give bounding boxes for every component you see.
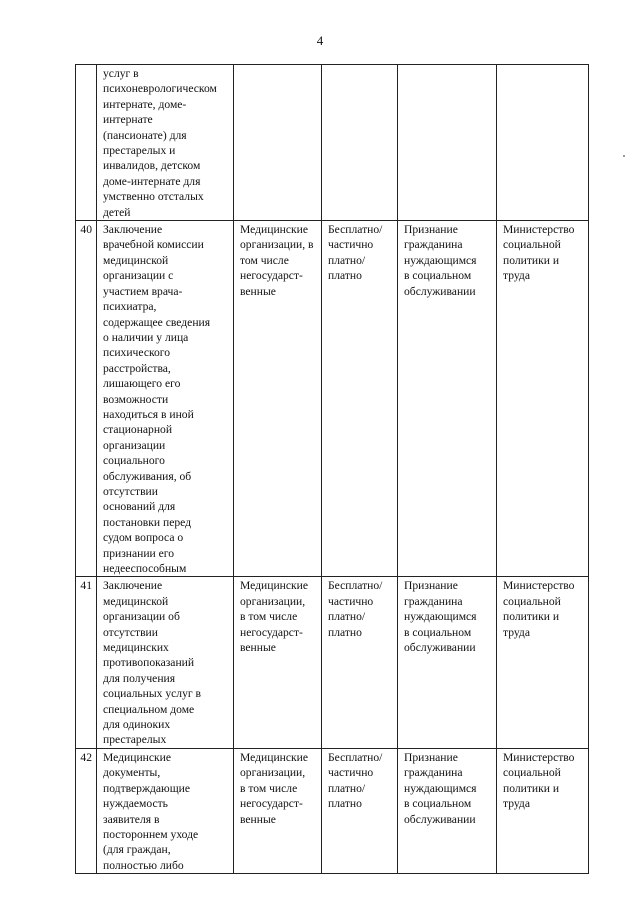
document-name-line: постановки перед bbox=[103, 515, 192, 529]
responsible-ministry-line: Министерство bbox=[503, 579, 575, 593]
service-name-cell bbox=[398, 748, 497, 873]
responsible-ministry-cell bbox=[497, 577, 589, 748]
document-name-line: Заключение bbox=[103, 579, 163, 593]
scan-speck bbox=[623, 155, 625, 157]
issuing-organizations-line: негосударст- bbox=[240, 625, 303, 639]
document-name-line: отсутствии bbox=[103, 484, 158, 498]
document-name-line: интернате bbox=[103, 113, 153, 127]
payment-terms-cell bbox=[322, 748, 398, 873]
document-name-line: возможности bbox=[103, 392, 169, 406]
issuing-organizations-line: венные bbox=[240, 284, 276, 298]
page-number: 4 bbox=[316, 33, 324, 48]
service-name-line: гражданина bbox=[404, 766, 463, 780]
service-name-cell bbox=[398, 65, 497, 221]
document-name-line: медицинской bbox=[103, 253, 169, 267]
payment-terms-line: частично bbox=[328, 238, 374, 252]
payment-terms-line: платно/ bbox=[328, 610, 366, 624]
document-name-line: доме-интернате для bbox=[103, 174, 201, 188]
service-name-line: обслуживании bbox=[404, 812, 476, 826]
payment-terms-line: платно/ bbox=[328, 253, 366, 267]
payment-terms-line: платно bbox=[328, 797, 362, 811]
responsible-ministry-cell bbox=[497, 748, 589, 873]
document-name-line: психиатра, bbox=[103, 300, 157, 314]
service-name-line: нуждающимся bbox=[404, 610, 477, 624]
document-name-line: участием врача- bbox=[103, 284, 183, 298]
issuing-organizations-line: венные bbox=[240, 641, 276, 655]
document-name-line: психоневрологическом bbox=[103, 82, 217, 96]
documents-table bbox=[75, 64, 589, 874]
document-name-line: интернате, доме- bbox=[103, 97, 187, 111]
service-name-line: нуждающимся bbox=[404, 253, 477, 267]
document-name-line: организации с bbox=[103, 269, 174, 283]
payment-terms-line: платно bbox=[328, 269, 362, 283]
payment-terms-line: Бесплатно/ bbox=[328, 223, 383, 237]
service-name-cell bbox=[398, 577, 497, 748]
document-name-line: судом вопроса о bbox=[103, 531, 184, 545]
issuing-organizations-line: организации, bbox=[240, 594, 306, 608]
row-number-cell: 41 bbox=[76, 577, 97, 748]
document-name-line: нуждаемость bbox=[103, 797, 168, 811]
payment-terms-cell bbox=[322, 221, 398, 577]
document-name-line: подтверждающие bbox=[103, 781, 190, 795]
document-name-line: находиться в иной bbox=[103, 407, 194, 421]
document-name-line: лишающего его bbox=[103, 377, 181, 391]
responsible-ministry-line: политики и bbox=[503, 781, 560, 795]
issuing-organizations-line: в том числе bbox=[240, 781, 298, 795]
service-name-line: нуждающимся bbox=[404, 781, 477, 795]
payment-terms-cell bbox=[322, 65, 398, 221]
document-name-line: для получения bbox=[103, 671, 176, 685]
document-name-line: социального bbox=[103, 454, 165, 468]
document-name-line: для одиноких bbox=[103, 718, 171, 732]
payment-terms-line: частично bbox=[328, 766, 374, 780]
issuing-organizations-line: негосударст- bbox=[240, 797, 303, 811]
document-name-line: (пансионате) для bbox=[103, 128, 187, 142]
document-name-cell bbox=[97, 65, 234, 221]
document-name-line: содержащее сведения bbox=[103, 315, 211, 329]
table-row bbox=[76, 748, 589, 873]
issuing-organizations-line: Медицинские bbox=[240, 223, 308, 237]
issuing-organizations-line: том числе bbox=[240, 253, 289, 267]
document-name-line: стационарной bbox=[103, 423, 173, 437]
document-name-line: врачебной комиссии bbox=[103, 238, 204, 252]
document-name-line: социальных услуг в bbox=[103, 687, 202, 701]
table-row bbox=[76, 577, 589, 748]
issuing-organizations-line: организации, bbox=[240, 766, 306, 780]
document-name-line: медицинской bbox=[103, 594, 169, 608]
responsible-ministry-line: Министерство bbox=[503, 750, 575, 764]
issuing-organizations-line: Медицинские bbox=[240, 579, 308, 593]
document-name-line: умственно отсталых bbox=[103, 190, 204, 204]
payment-terms-line: платно/ bbox=[328, 781, 366, 795]
document-name-line: организации об bbox=[103, 610, 180, 624]
document-name-line: расстройства, bbox=[103, 361, 171, 375]
issuing-organizations-line: организации, в bbox=[240, 238, 314, 252]
service-name-cell bbox=[398, 221, 497, 577]
document-name-cell bbox=[97, 748, 234, 873]
document-name-line: обслуживания, об bbox=[103, 469, 192, 483]
service-name-line: в социальном bbox=[404, 797, 472, 811]
document-name-line: психического bbox=[103, 346, 171, 360]
issuing-organizations-line: венные bbox=[240, 812, 276, 826]
responsible-ministry-line: труда bbox=[503, 797, 530, 811]
document-name-line: (для граждан, bbox=[103, 843, 171, 857]
issuing-organizations-cell bbox=[234, 221, 322, 577]
document-name-line: инвалидов, детском bbox=[103, 159, 201, 173]
service-name-line: гражданина bbox=[404, 238, 463, 252]
payment-terms-line: Бесплатно/ bbox=[328, 579, 383, 593]
responsible-ministry-line: труда bbox=[503, 625, 530, 639]
document-name-line: оснований для bbox=[103, 500, 176, 514]
row-number-cell: 42 bbox=[76, 748, 97, 873]
document-name-line: отсутствии bbox=[103, 625, 158, 639]
row-number-cell: 40 bbox=[76, 221, 97, 577]
document-name-line: заявителя в bbox=[103, 812, 160, 826]
row-number-cell bbox=[76, 65, 97, 221]
responsible-ministry-line: социальной bbox=[503, 766, 561, 780]
document-name-line: услуг в bbox=[103, 67, 139, 80]
document-name-line: престарелых и bbox=[103, 144, 176, 158]
responsible-ministry-cell bbox=[497, 221, 589, 577]
service-name-line: обслуживании bbox=[404, 641, 476, 655]
document-name-line: признании его bbox=[103, 546, 175, 560]
document-name-line: медицинских bbox=[103, 641, 169, 655]
service-name-line: в социальном bbox=[404, 269, 472, 283]
service-name-line: Признание bbox=[404, 750, 458, 764]
issuing-organizations-line: Медицинские bbox=[240, 750, 308, 764]
document-name-line: Заключение bbox=[103, 223, 163, 237]
document-name-line: специальном доме bbox=[103, 702, 195, 716]
document-name-cell bbox=[97, 577, 234, 748]
table-row bbox=[76, 221, 589, 577]
responsible-ministry-line: труда bbox=[503, 269, 530, 283]
document-name-line: престарелых bbox=[103, 733, 167, 747]
issuing-organizations-cell bbox=[234, 748, 322, 873]
payment-terms-line: Бесплатно/ bbox=[328, 750, 383, 764]
issuing-organizations-line: в том числе bbox=[240, 610, 298, 624]
issuing-organizations-cell bbox=[234, 577, 322, 748]
table-row bbox=[76, 65, 589, 221]
document-name-line: о наличии у лица bbox=[103, 330, 189, 344]
document-name-line: детей bbox=[103, 205, 131, 219]
issuing-organizations-line: негосударст- bbox=[240, 269, 303, 283]
payment-terms-cell bbox=[322, 577, 398, 748]
document-name-line: недееспособным bbox=[103, 562, 187, 575]
service-name-line: Признание bbox=[404, 223, 458, 237]
responsible-ministry-line: социальной bbox=[503, 238, 561, 252]
document-name-line: организации bbox=[103, 438, 166, 452]
document-name-line: Медицинские bbox=[103, 750, 171, 764]
service-name-line: в социальном bbox=[404, 625, 472, 639]
responsible-ministry-cell bbox=[497, 65, 589, 221]
document-name-cell bbox=[97, 221, 234, 577]
document-name-line: документы, bbox=[103, 766, 161, 780]
responsible-ministry-line: социальной bbox=[503, 594, 561, 608]
document-name-line: полностью либо bbox=[103, 858, 184, 872]
service-name-line: Признание bbox=[404, 579, 458, 593]
responsible-ministry-line: политики и bbox=[503, 253, 560, 267]
responsible-ministry-line: Министерство bbox=[503, 223, 575, 237]
payment-terms-line: частично bbox=[328, 594, 374, 608]
responsible-ministry-line: политики и bbox=[503, 610, 560, 624]
service-name-line: обслуживании bbox=[404, 284, 476, 298]
document-name-line: постороннем уходе bbox=[103, 827, 199, 841]
payment-terms-line: платно bbox=[328, 625, 362, 639]
service-name-line: гражданина bbox=[404, 594, 463, 608]
document-name-line: противопоказаний bbox=[103, 656, 195, 670]
issuing-organizations-cell bbox=[234, 65, 322, 221]
